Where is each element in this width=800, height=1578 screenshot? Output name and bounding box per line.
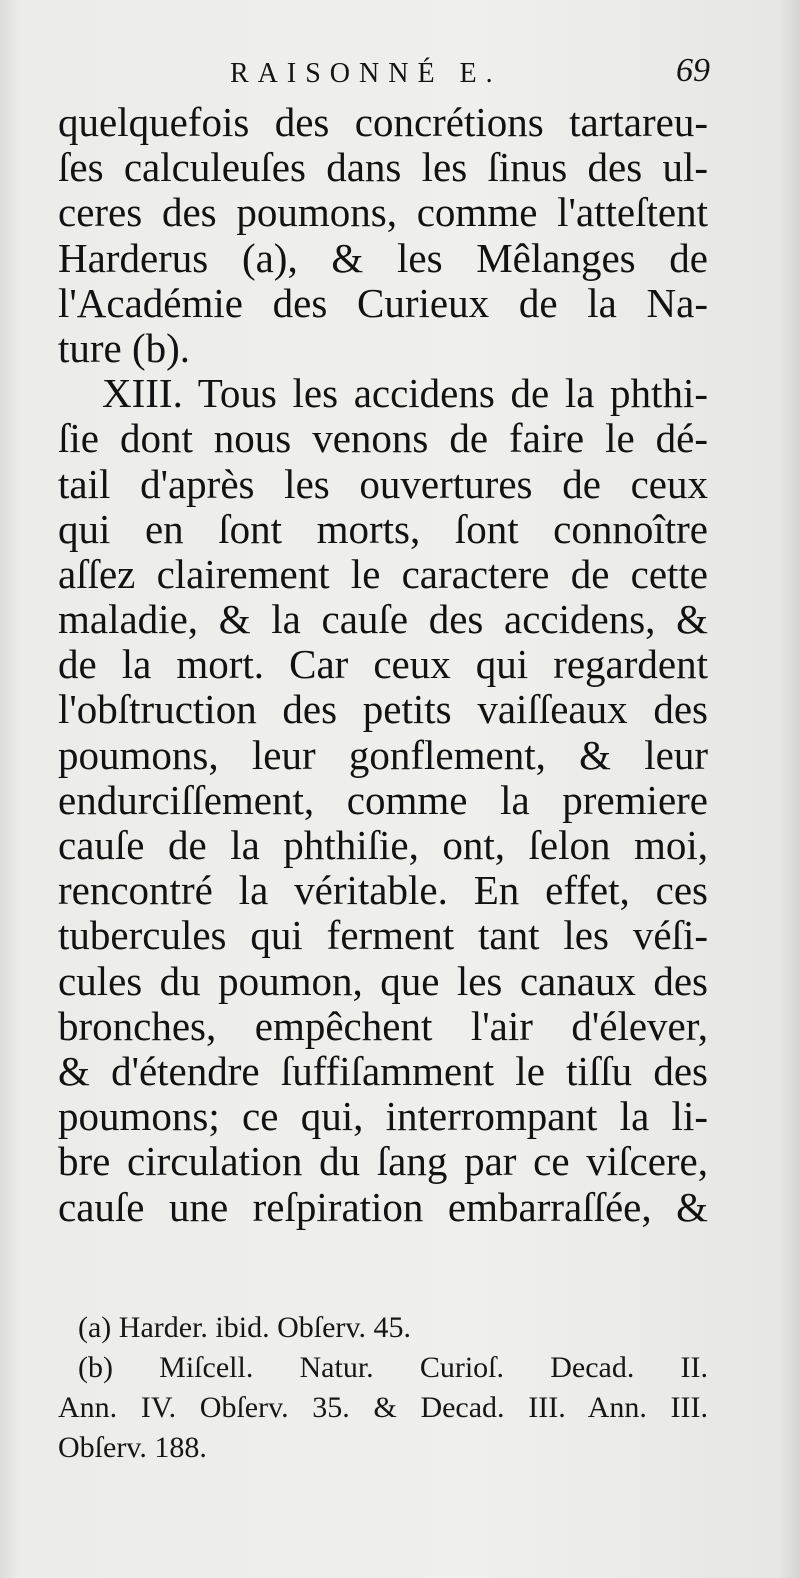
text-line: maladie, & la cauſe des accidens, & bbox=[58, 596, 708, 643]
text-line: cauſe de la phthiſie, ont, ſelon moi, bbox=[58, 822, 708, 868]
running-title: RAISONNÉ E. bbox=[230, 58, 502, 89]
text-line: tubercules qui ferment tant les véſi- bbox=[58, 912, 708, 959]
text-line: poumons; ce qui, interrompant la li- bbox=[58, 1093, 708, 1140]
text-line: ceres des poumons, comme l'atteſtent bbox=[58, 189, 708, 236]
running-head bbox=[60, 52, 710, 96]
text-line: tail d'après les ouvertures de ceux bbox=[58, 460, 708, 507]
text-line: l'Académie des Curieux de la Na- bbox=[58, 279, 708, 326]
text-line: bronches, empêchent l'air d'élever, bbox=[58, 1002, 708, 1049]
text-line: l'obſtruction des petits vaiſſeaux des bbox=[58, 686, 708, 733]
text-line: Harderus (a), & les Mêlanges de bbox=[58, 234, 708, 281]
text-line: de la mort. Car ceux qui regardent bbox=[58, 641, 708, 688]
text-line: & d'étendre ſuffiſamment le tiſſu des bbox=[58, 1047, 708, 1094]
footnotes bbox=[58, 1308, 708, 1468]
text-line: bre circulation du ſang par ce viſcere, bbox=[58, 1138, 708, 1185]
text-line: endurciſſement, comme la premiere bbox=[58, 776, 708, 823]
footnote-a: (a) Harder. ibid. Obſerv. 45. bbox=[78, 1311, 411, 1344]
body-text bbox=[58, 100, 708, 1230]
text-line: rencontré la véritable. En effet, ces bbox=[58, 867, 708, 914]
footnote-b-continued: Ann. IV. Obſerv. 35. & Decad. III. Ann. III. bbox=[58, 1391, 708, 1424]
footnote-b: (b) Miſcell. Natur. Curioſ. Decad. II. bbox=[78, 1351, 708, 1384]
page-number: 69 bbox=[676, 52, 710, 89]
text-line: ſie dont nous venons de faire le dé- bbox=[58, 415, 708, 462]
text-line: cules du poumon, que les canaux des bbox=[58, 957, 708, 1004]
footnote-b-continued: Obſerv. 188. bbox=[58, 1431, 207, 1464]
text-line: cauſe une reſpiration embarraſſée, & bbox=[58, 1183, 708, 1230]
text-line: quelquefois des concrétions tartareu- bbox=[58, 99, 708, 145]
text-line: qui en ſont morts, ſont connoître bbox=[58, 505, 708, 552]
page-edge-shadow bbox=[778, 0, 800, 1578]
text-line: aſſez clairement le caractere de cette bbox=[58, 550, 708, 597]
paragraph-start-line: XIII. Tous les accidens de la phthi- bbox=[102, 370, 708, 417]
text-line: ſes calculeuſes dans les ſinus des ul- bbox=[58, 144, 708, 191]
text-line: ture (b). bbox=[58, 324, 191, 371]
text-line: poumons, leur gonflement, & leur bbox=[58, 731, 708, 778]
